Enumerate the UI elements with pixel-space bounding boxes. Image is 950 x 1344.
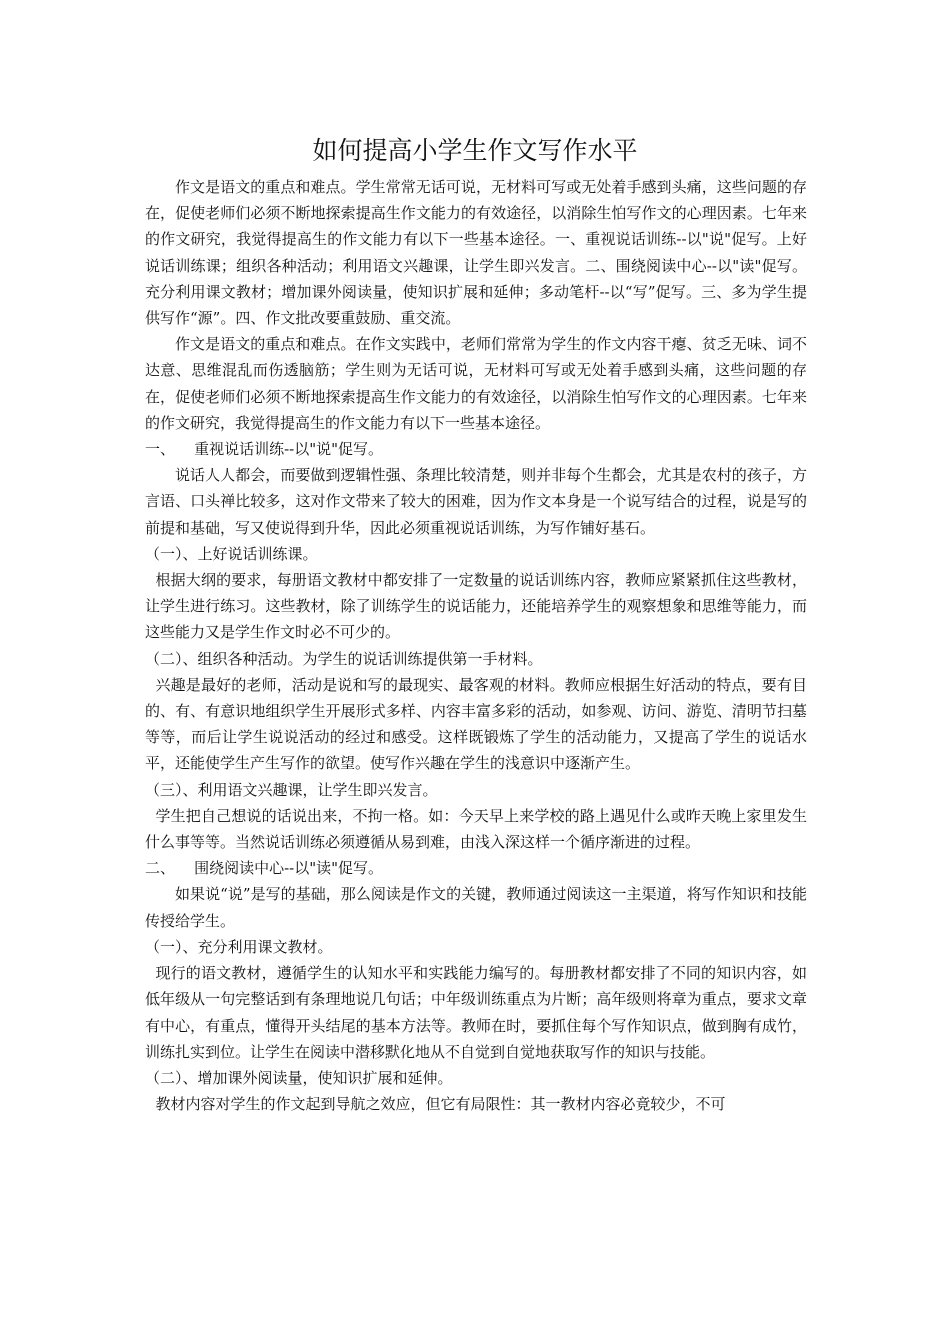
- body-paragraph: 作文是语文的重点和难点。在作文实践中，老师们常常为学生的作文内容干瘪、贫乏无味、词不达意、思维混乱而伤透脑筋；学生则为无话可说，无材料可写或无处着手感到头痛，这些问题的存在，促使老师们必须不断地探索提高生作文能力的有效途径，以消除生怕写作文的心理因素。七年来的作文研究，我觉得提高生的作文能力有以下一些基本途径。: [145, 335, 807, 432]
- body-paragraph: 作文是语文的重点和难点。学生常常无话可说，无材料可写或无处着手感到头痛，这些问题的存在，促使老师们必须不断地探索提高生作文能力的有效途径，以消除生怕写作文的心理因素。七年来的作文研究，我觉得提高生的作文能力有以下一些基本途径。一、重视说话训练--以"说"促写。上好说话训练课；组织各种活动；利用语文兴趣课，让学生即兴发言。二、围绕阅读中心--以"读"促写。充分利用课文教材；增加课外阅读量，使知识扩展和延伸；多动笔杆--以“写”促写。三、多为学生提供写作“源”。四、作文批改要重鼓励、重交流。: [145, 178, 807, 328]
- body-paragraph: 说话人人都会，而要做到逻辑性强、条理比较清楚，则并非每个生都会，尤其是农村的孩子，方言语、口头禅比较多，这对作文带来了较大的困难，因为作文本身是一个说写结合的过程，说是写的前提和基础，写又使说得到升华，因此必须重视说话训练，为写作铺好基石。: [145, 466, 807, 537]
- section-heading: 二、 围绕阅读中心--以"读"促写。: [145, 859, 384, 878]
- section-heading: 一、 重视说话训练--以"说"促写。: [145, 440, 384, 459]
- subsection-heading: （一）、充分利用课文教材。: [145, 937, 333, 956]
- subsection-heading: （三）、利用语文兴趣课，让学生即兴发言。: [145, 780, 438, 799]
- body-paragraph: 如果说“说”是写的基础，那么阅读是作文的关键，教师通过阅读这一主渠道，将写作知识和技能传授给学生。: [145, 885, 807, 930]
- subsection-heading: （一）、上好说话训练课。: [145, 544, 318, 563]
- document-title: 如何提高小学生作文写作水平: [312, 136, 638, 165]
- body-paragraph: 学生把自己想说的话说出来，不拘一格。如：今天早上来学校的路上遇见什么或昨天晚上家里发生什么事等等。当然说话训练必须遵循从易到难，由浅入深这样一个循序渐进的过程。: [145, 806, 807, 852]
- body-paragraph: 教材内容对学生的作文起到导航之效应，但它有局限性：其一教材内容必竟较少，不可: [155, 1095, 726, 1114]
- document-body: [145, 174, 807, 1117]
- body-paragraph: 兴趣是最好的老师，活动是说和写的最现实、最客观的材料。教师应根据生好活动的特点，要有目的、有、有意识地组织学生开展形式多样、内容丰富多彩的活动，如参观、访问、游览、清明节扫墓等等，而后让学生说说活动的经过和感受。这样既锻炼了学生的活动能力，又提高了学生的说话水平，还能使学生产生写作的欲望。使写作兴趣在学生的浅意识中逐渐产生。: [145, 675, 807, 773]
- body-paragraph: 现行的语文教材，遵循学生的认知水平和实践能力编写的。每册教材都安排了不同的知识内容，如低年级从一句完整话到有条理地说几句话；中年级训练重点为片断；高年级则将章为重点，要求文章有中心，有重点，懂得开头结尾的基本方法等。教师在时，要抓住每个写作知识点，做到胸有成竹，训练扎实到位。让学生在阅读中潜移默化地从不自觉到自觉地获取写作的知识与技能。: [145, 964, 807, 1061]
- body-paragraph: 根据大纲的要求，每册语文教材中都安排了一定数量的说话训练内容，教师应紧紧抓住这些教材，让学生进行练习。这些教材，除了训练学生的说话能力，还能培养学生的观察想象和思维等能力，而这些能力又是学生作文时必不可少的。: [145, 571, 807, 642]
- subsection-heading: （二）、组织各种活动。为学生的说话训练提供第一手材料。: [145, 649, 543, 668]
- subsection-heading: （二）、增加课外阅读量，使知识扩展和延伸。: [145, 1068, 453, 1087]
